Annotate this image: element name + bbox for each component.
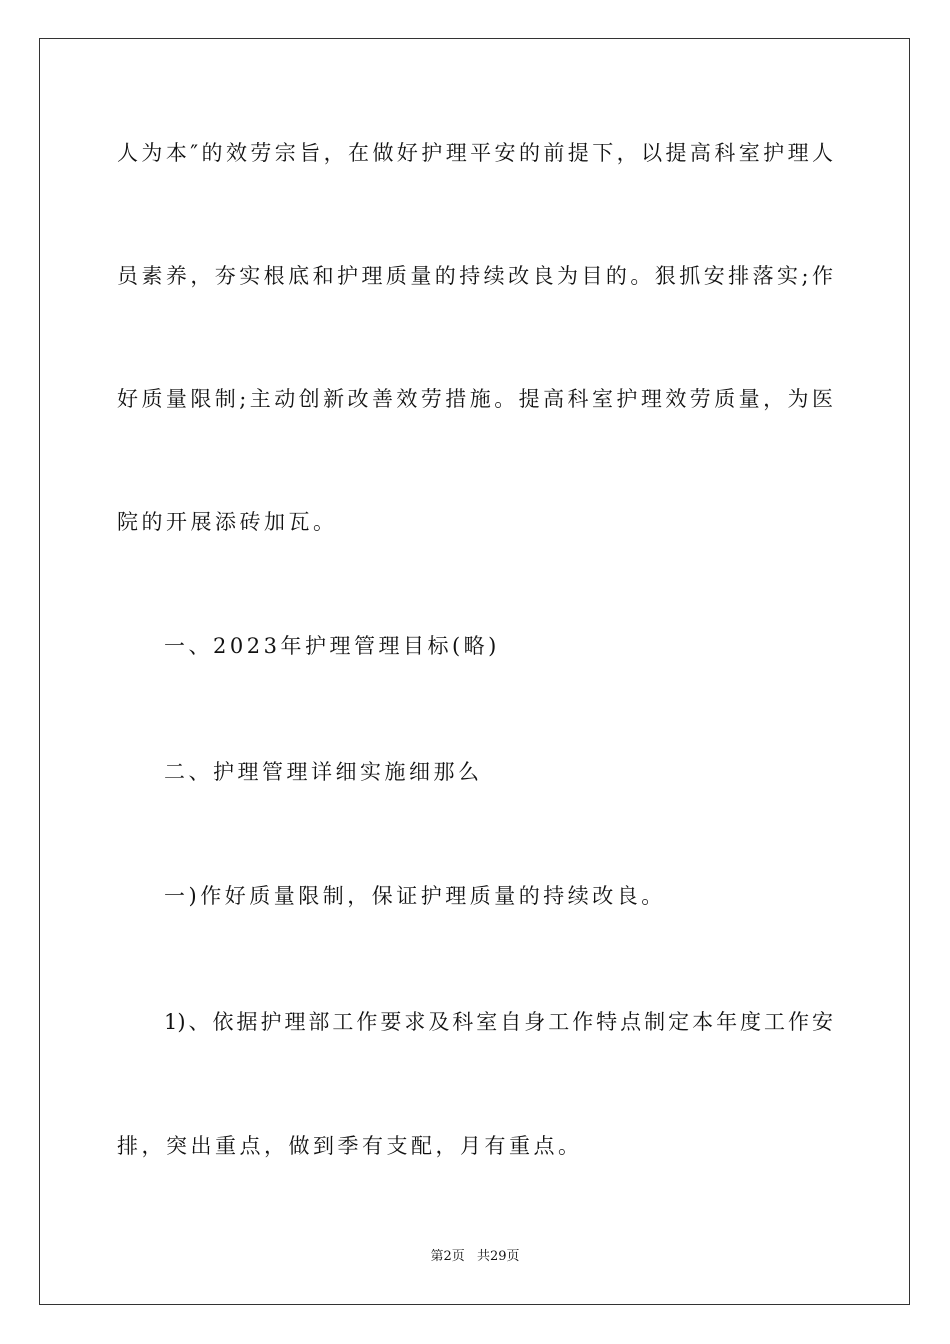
page-footer — [0, 1248, 950, 1266]
page-total: 共29页 — [476, 1249, 520, 1264]
section-heading-2: 二、护理管理详细实施细那么 — [164, 760, 483, 784]
page-number: 第2页 — [430, 1249, 465, 1264]
list-item-line-1: 1)、依据护理部工作要求及科室自身工作特点制定本年度工作安 — [164, 1010, 833, 1034]
paragraph-line-3: 好质量限制;主动创新改善效劳措施。提高科室护理效劳质量，为医 — [117, 387, 833, 411]
paragraph-line-4: 院的开展添砖加瓦。 — [117, 510, 338, 534]
subsection-heading: 一)作好质量限制，保证护理质量的持续改良。 — [164, 884, 666, 908]
paragraph-line-1: 人为本″的效劳宗旨，在做好护理平安的前提下，以提高科室护理人 — [117, 141, 833, 165]
section-heading-1: 一、2023年护理管理目标(略) — [164, 634, 500, 658]
page-border — [39, 38, 910, 1305]
paragraph-line-2: 员素养，夯实根底和护理质量的持续改良为目的。狠抓安排落实;作 — [117, 264, 833, 288]
list-item-line-2: 排，突出重点，做到季有支配，月有重点。 — [117, 1134, 583, 1158]
